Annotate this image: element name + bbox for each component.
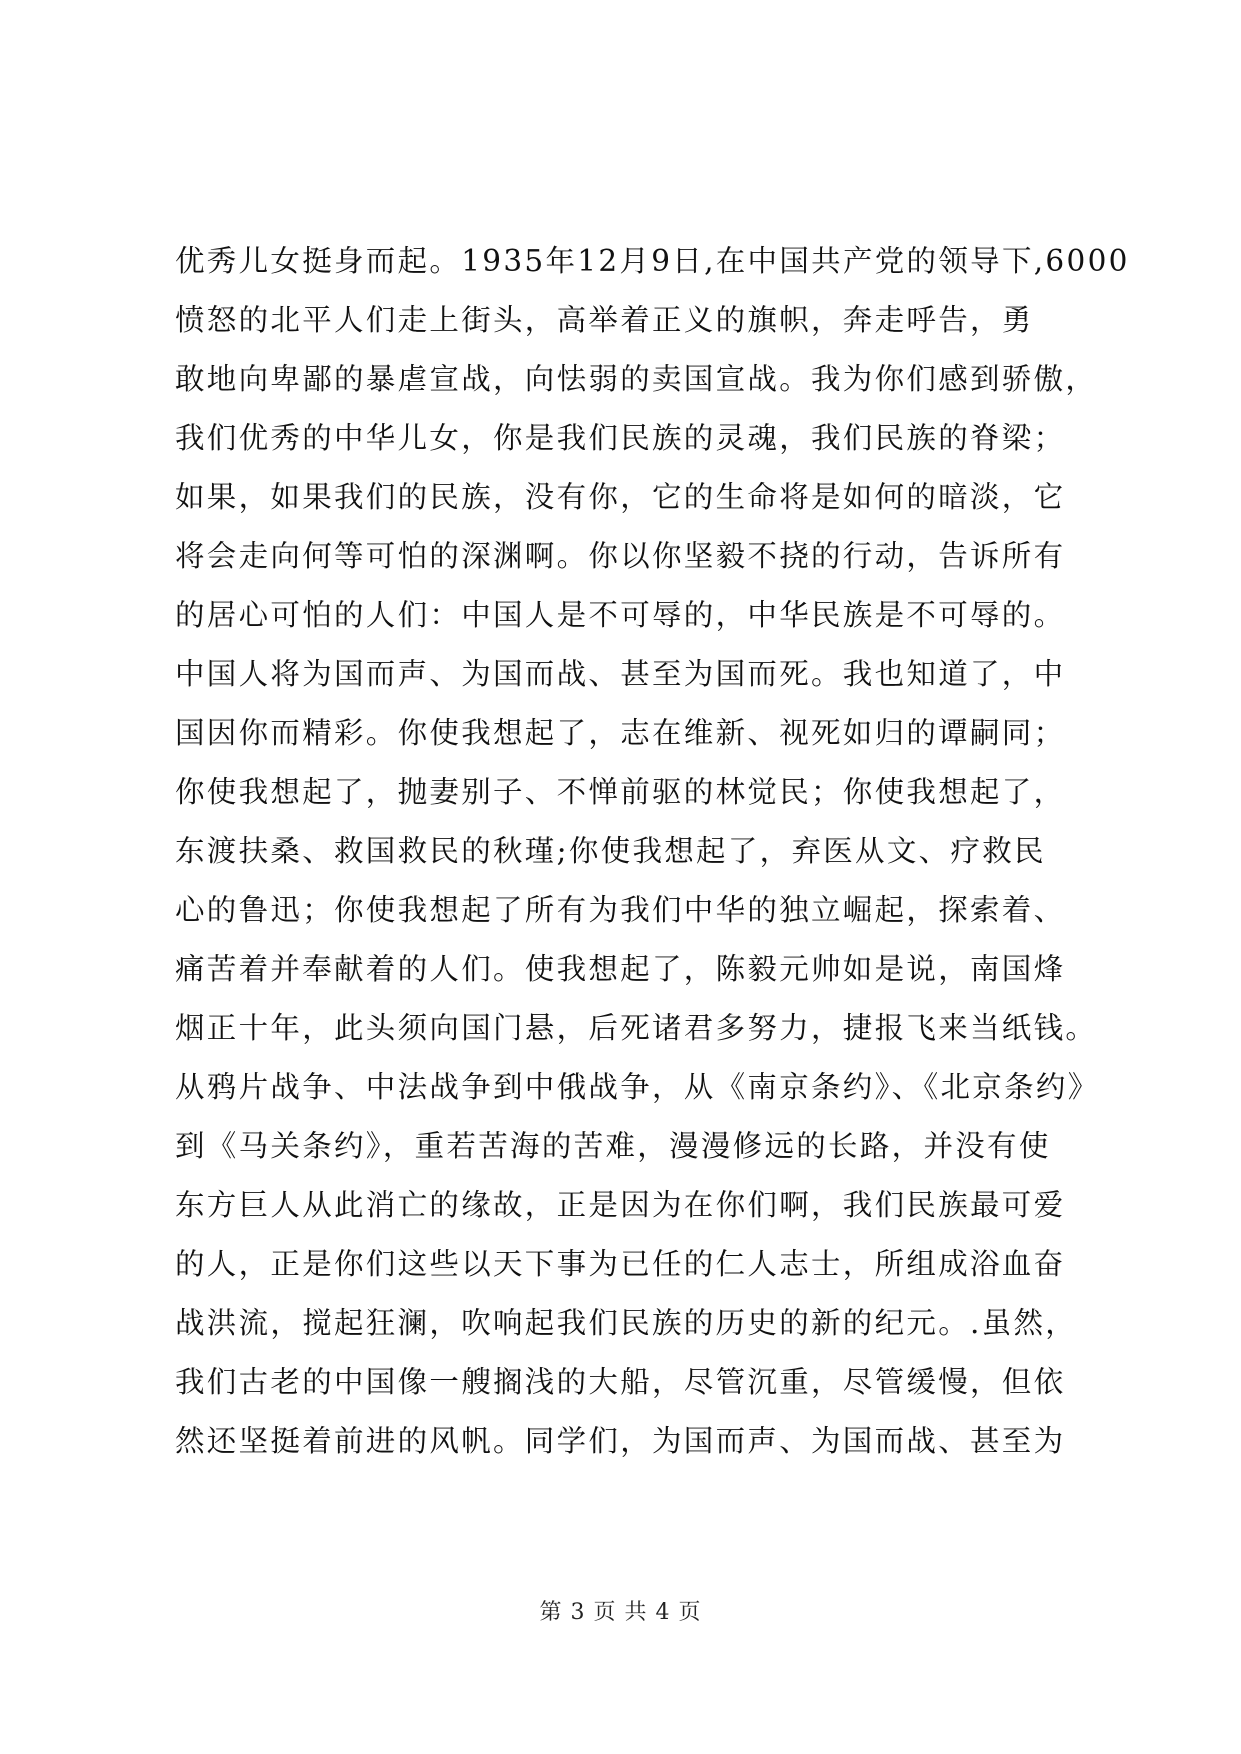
page-number-footer: 第 3 页 共 4 页 [539,1600,702,1625]
text-line: 然还坚挺着前进的风帆。同学们，为国而声、为国而战、甚至为 [175,1424,1066,1458]
body-text [175,232,1130,1471]
text-line: 国因你而精彩。你使我想起了，志在维新、视死如归的谭嗣同； [175,716,1066,750]
text-line: 我们优秀的中华儿女，你是我们民族的灵魂，我们民族的脊梁； [175,421,1066,455]
text-line: 烟正十年，此头须向国门悬，后死诸君多努力，捷报飞来当纸钱。 [175,1011,1098,1045]
text-line: 痛苦着并奉献着的人们。使我想起了，陈毅元帅如是说，南国烽 [175,952,1066,986]
text-line: 从鸦片战争、中法战争到中俄战争，从《南京条约》、《北京条约》 [175,1070,1100,1104]
text-line: 心的鲁迅；你使我想起了所有为我们中华的独立崛起，探索着、 [175,893,1066,927]
text-line: 的人，正是你们这些以天下事为已任的仁人志士，所组成浴血奋 [175,1247,1066,1281]
text-line: 到《马关条约》，重若苦海的苦难，漫漫修远的长路，并没有使 [175,1129,1051,1163]
text-line: 的居心可怕的人们：中国人是不可辱的，中华民族是不可辱的。 [175,598,1066,632]
text-line: 我们古老的中国像一艘搁浅的大船，尽管沉重，尽管缓慢，但依 [175,1365,1066,1399]
text-line: 东渡扶桑、救国救民的秋瑾;你使我想起了，弃医从文、疗救民 [175,834,1046,868]
text-line: 优秀儿女挺身而起。1935年12月9日,在中国共产党的领导下,6000 [175,244,1130,278]
text-line: 你使我想起了，抛妻别子、不惮前驱的林觉民；你使我想起了， [175,775,1066,809]
text-line: 如果，如果我们的民族，没有你，它的生命将是如何的暗淡，它 [175,480,1066,514]
text-line: 战洪流，搅起狂澜，吹响起我们民族的历史的新的纪元。.虽然， [175,1306,1078,1340]
text-line: 敢地向卑鄙的暴虐宣战，向怯弱的卖国宣战。我为你们感到骄傲， [175,362,1098,396]
text-line: 东方巨人从此消亡的缘故，正是因为在你们啊，我们民族最可爱 [175,1188,1066,1222]
text-line: 中国人将为国而声、为国而战、甚至为国而死。我也知道了，中 [175,657,1066,691]
text-line: 愤怒的北平人们走上街头，高举着正义的旗帜，奔走呼告，勇 [175,303,1034,337]
text-line: 将会走向何等可怕的深渊啊。你以你坚毅不挠的行动，告诉所有 [175,539,1066,573]
